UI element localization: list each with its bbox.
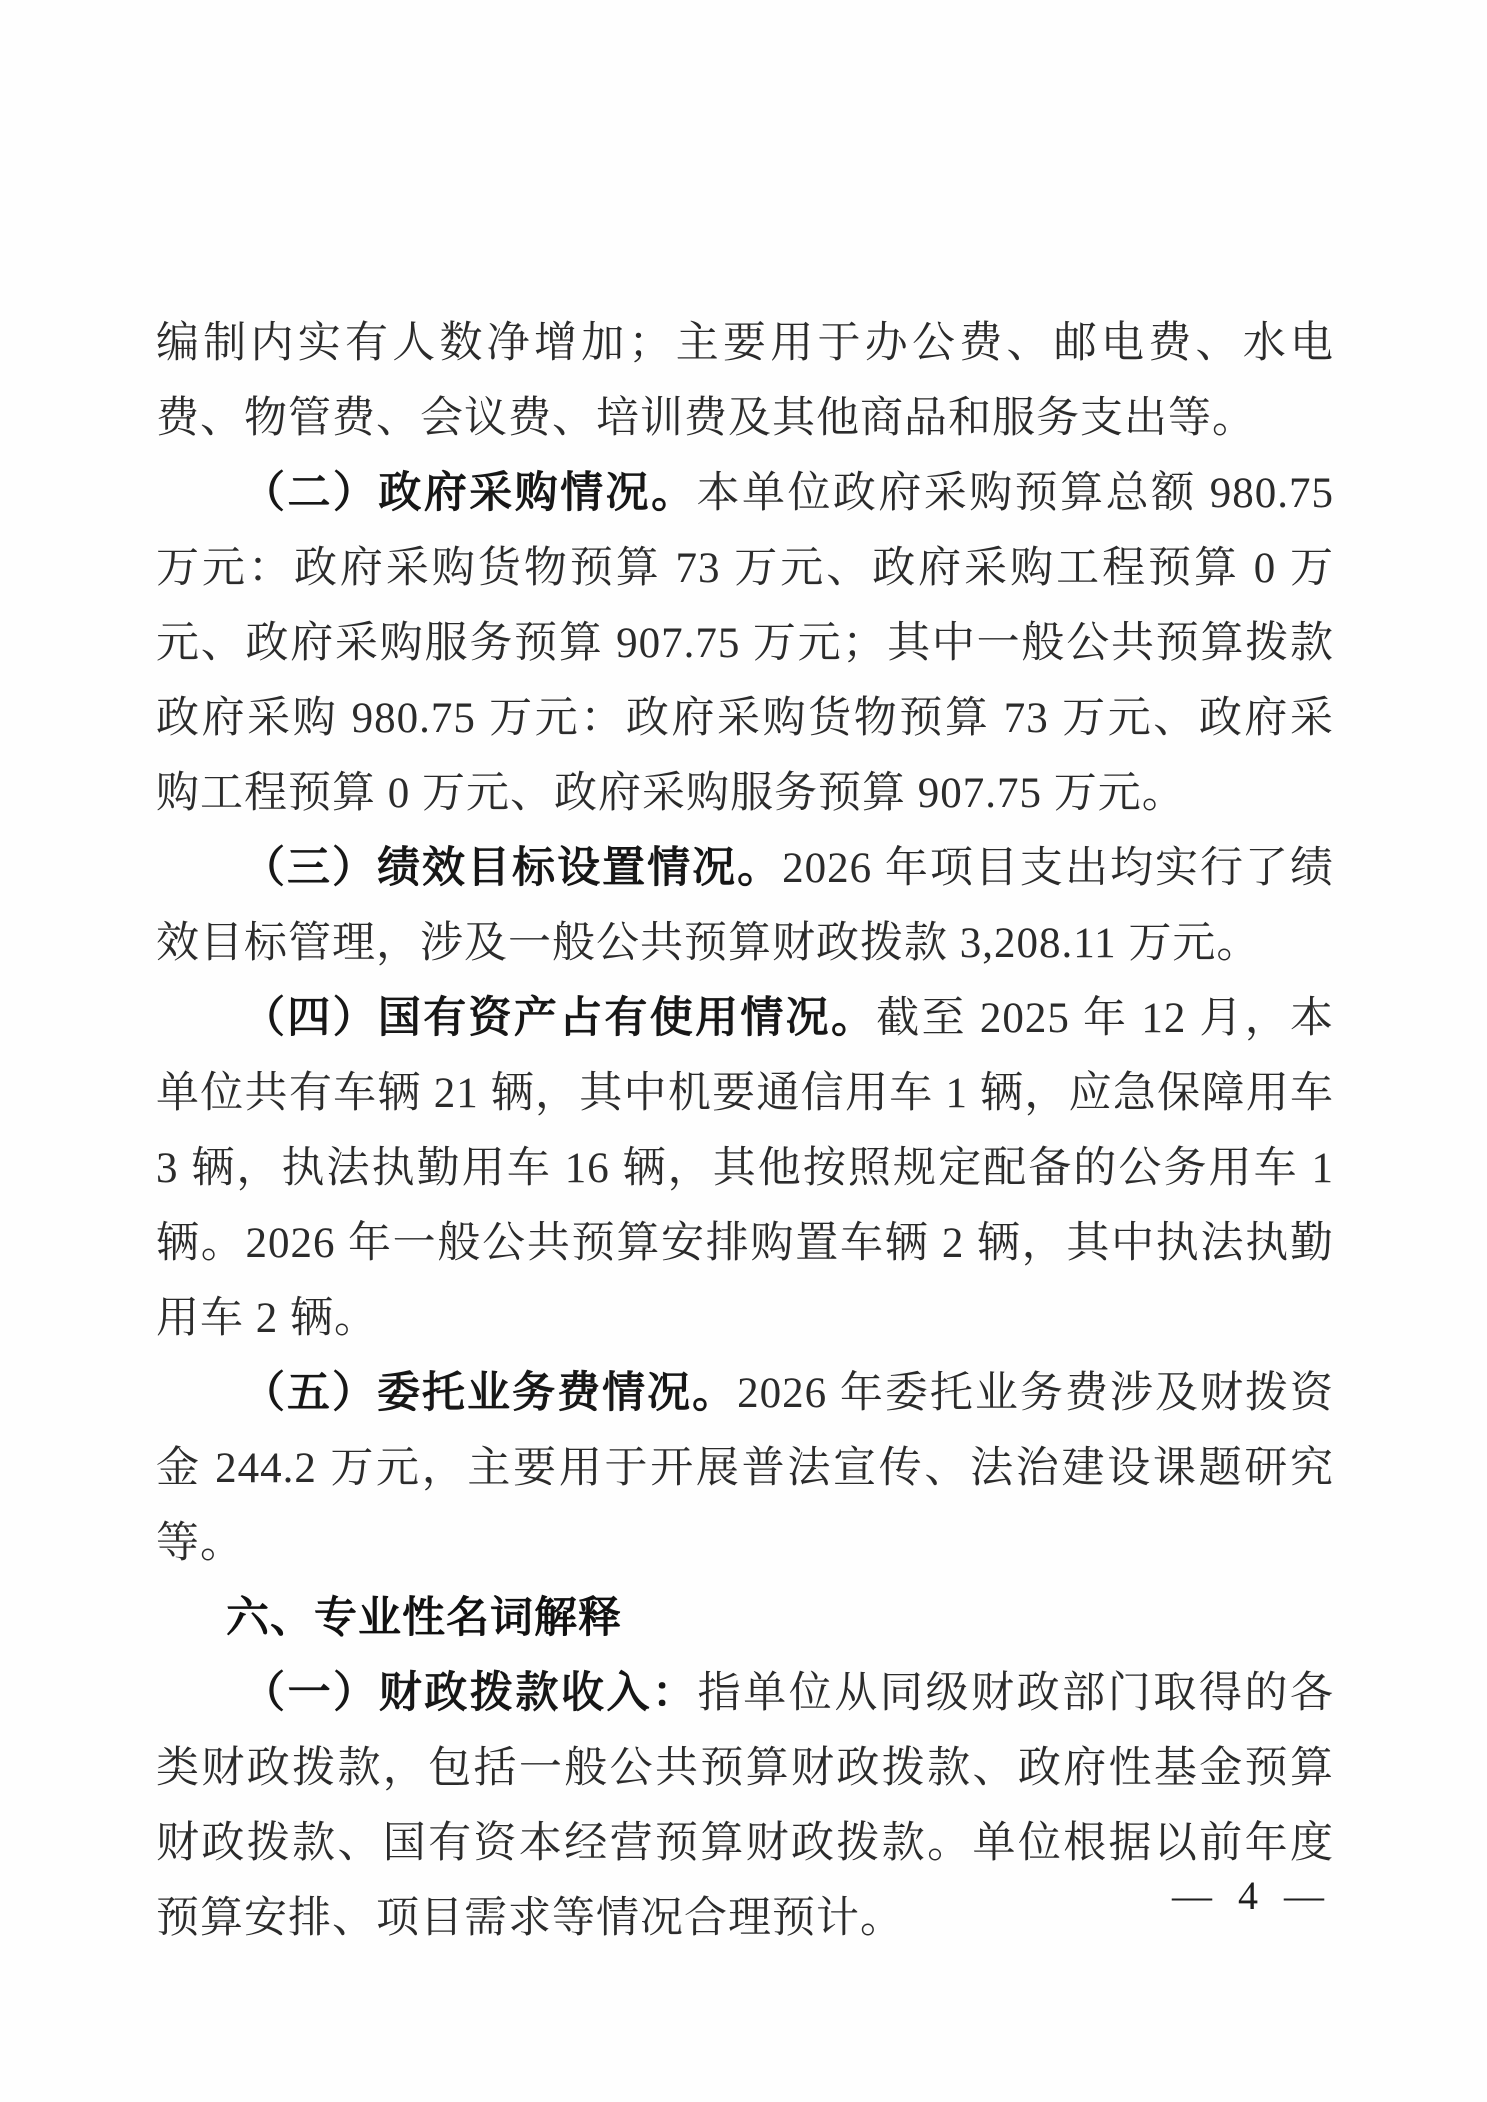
section-heading-6: 六、专业性名词解释 (226, 1594, 622, 1642)
paragraph-section-4 (156, 981, 1334, 1356)
paragraph-section-3-text: 2026 年项目支出均实行了绩效目标管理，涉及一般公共预算财政拨款 3,208.11 万元。 (156, 845, 1335, 967)
paragraph-section-5-lead: （五）委托业务费情况。 (242, 1370, 738, 1417)
paragraph-section-3-lead: （三）绩效目标设置情况。 (242, 845, 783, 892)
paragraph-term-1-text: 指单位从同级财政部门取得的各类财政拨款，包括一般公共预算财政拨款、政府性基金预算财政拨款、国有资本经营预算财政拨款。单位根据以前年度预算安排、项目需求等情况合理预计。 (156, 1670, 1335, 1942)
paragraph-section-3 (156, 831, 1334, 981)
paragraph-continuation: 编制内实有人数净增加；主要用于办公费、邮电费、水电费、物管费、会议费、培训费及其他商品和服务支出等。 (156, 320, 1334, 442)
paragraph-section-4-lead: （四）国有资产占有使用情况。 (242, 995, 877, 1042)
paragraph-term-1 (156, 1656, 1334, 1956)
paragraph-section-4-text: 截至 2025 年 12 月，本单位共有车辆 21 辆，其中机要通信用车 1 辆，应急保障用车 3 辆，执法执勤用车 16 辆，其他按照规定配备的公务用车 1 辆。2026 年一般公共预算安排购置车辆 2 辆，其中执法执勤用车 2 辆。 (156, 995, 1335, 1342)
paragraph-section-5 (156, 1356, 1334, 1581)
paragraph-section-2-text: 本单位政府采购预算总额 980.75 万元：政府采购货物预算 73 万元、政府采购工程预算 0 万元、政府采购服务预算 907.75 万元；其中一般公共预算拨款政府采购 980.75 万元：政府采购货物预算 73 万元、政府采购工程预算 0 万元、政府采购服务预算 907.75 万元。 (156, 470, 1335, 817)
paragraph-section-2 (156, 456, 1334, 831)
page-number: — 4 — (1172, 1873, 1332, 1918)
paragraph-section-5-text: 2026 年委托业务费涉及财拨资金 244.2 万元，主要用于开展普法宣传、法治建设课题研究等。 (156, 1370, 1334, 1567)
paragraph-term-1-lead: （一）财政拨款收入： (242, 1670, 698, 1717)
document-text-block (156, 306, 1334, 1956)
paragraph-section-2-lead: （二）政府采购情况。 (242, 470, 697, 517)
